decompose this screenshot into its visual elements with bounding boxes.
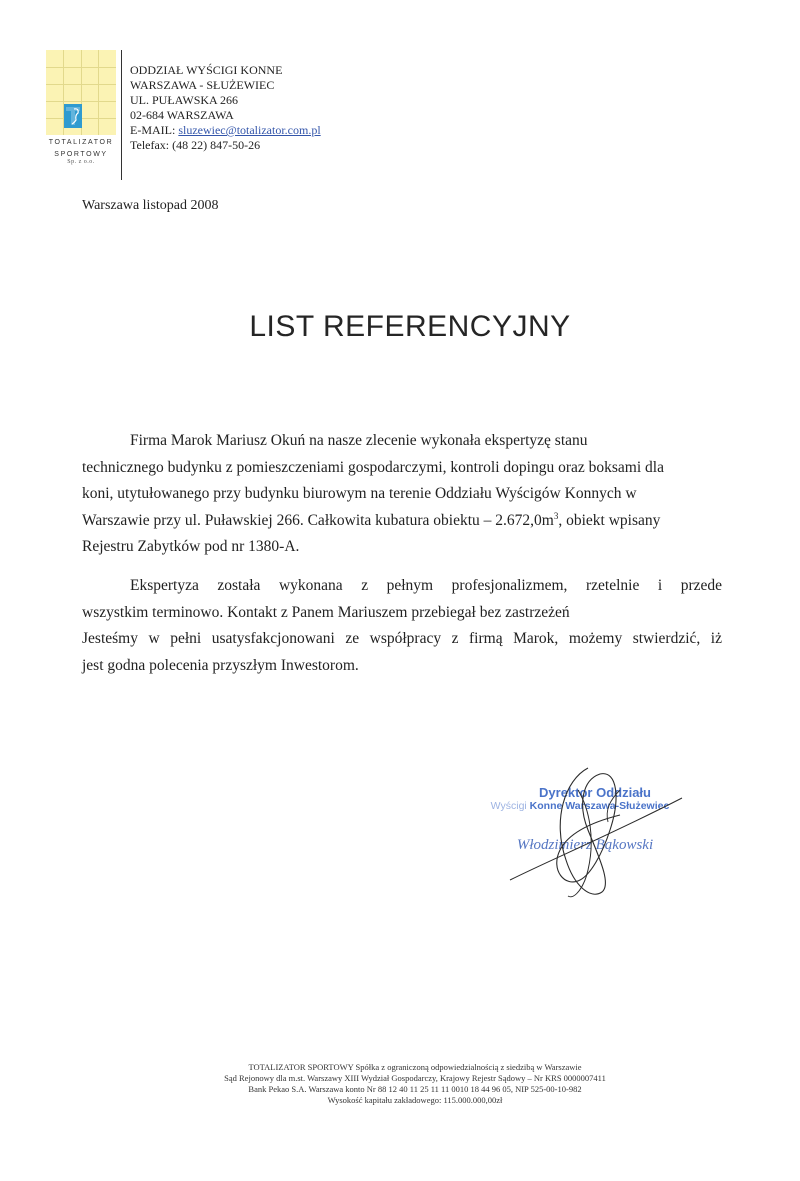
logo-grid [46, 50, 116, 135]
logo-subtitle: Sp. z o.o. [67, 159, 95, 165]
paragraph-line: jest godna polecenia przyszłym Inwestorom. [82, 656, 359, 674]
address-line: UL. PUŁAWSKA 266 [130, 93, 239, 107]
volume-tail: , obiekt wpisany [558, 511, 661, 529]
volume-text: Warszawie przy ul. Puławskiej 266. Całkowita kubatura obiektu – 2.672,0m [82, 511, 554, 529]
sender-address [130, 63, 321, 153]
email-line [130, 123, 321, 138]
letterhead-divider [121, 50, 122, 180]
address-line: WARSZAWA - SŁUŻEWIEC [130, 78, 275, 92]
director-stamp [470, 785, 690, 854]
address-line: 02-684 WARSZAWA [130, 108, 234, 122]
horse-t-icon [64, 104, 82, 128]
paragraph-line: Jesteśmy w pełni usatysfakcjonowani ze współpracy z firmą Marok, możemy stwierdzić, iż [82, 630, 722, 647]
paragraph-line: Rejestru Zabytków pod nr 1380-A. [82, 538, 300, 555]
email-label: E-MAIL: [130, 123, 179, 137]
email-link[interactable]: sluzewiec@totalizator.com.pl [178, 123, 321, 137]
footer-line: Sąd Rejonowy dla m.st. Warszawy XIII Wydział Gospodarczy, Krajowy Rejestr Sądowy – Nr KRS 0000007411 [224, 1073, 606, 1083]
fax-line: Telefax: (48 22) 847-50-26 [130, 138, 261, 152]
logo-name-line2: SPORTOWY [54, 151, 108, 158]
address-line: ODDZIAŁ WYŚCIGI KONNE [130, 63, 283, 77]
footer-line: TOTALIZATOR SPORTOWY Spółka z ograniczoną odpowiedzialnością z siedzibą w Warszawie [248, 1062, 582, 1072]
paragraph-2 [82, 573, 722, 679]
stamp-org-main: Konne Warszawa-Służewiec [529, 800, 670, 812]
stamp-signatory-name: Włodzimierz Bąkowski [516, 837, 654, 853]
company-logo [44, 50, 118, 165]
stamp-org-faint: Wyścigi [490, 800, 530, 812]
paragraph-1 [82, 428, 722, 561]
paragraph-line: wszystkim terminowo. Kontakt z Panem Mariuszem przebiegał bez zastrzeżeń [82, 603, 570, 621]
paragraph-line: Ekspertyza została wykonana z pełnym profesjonalizmem, rzetelnie i przede [130, 577, 722, 594]
logo-name-line1: TOTALIZATOR [48, 139, 114, 146]
letter-date: Warszawa listopad 2008 [82, 198, 219, 213]
paragraph-line-volume [82, 508, 722, 535]
stamp-title: Dyrektor Oddziału [539, 785, 651, 800]
paragraph-line: Firma Marok Mariusz Okuń na nasze zlecenie wykonała ekspertyzę stanu [130, 432, 588, 449]
cubic-superscript: 3 [553, 510, 559, 521]
company-footer [0, 1062, 800, 1106]
footer-line: Wysokość kapitału zakładowego: 115.000.000,00zł [327, 1095, 503, 1105]
footer-line: Bank Pekao S.A. Warszawa konto Nr 88 12 40 11 25 11 11 0010 18 44 96 05, NIP 525-00-10-982 [248, 1084, 582, 1094]
paragraph-line: technicznego budynku z pomieszczeniami gospodarczymi, kontroli dopingu oraz boksami dla [82, 458, 664, 476]
paragraph-line: koni, utytułowanego przy budynku biurowym na terenie Oddziału Wyścigów Konnych w [82, 485, 637, 502]
stamp-organization [470, 800, 690, 813]
document-title: LIST REFERENCYJNY [249, 310, 571, 343]
